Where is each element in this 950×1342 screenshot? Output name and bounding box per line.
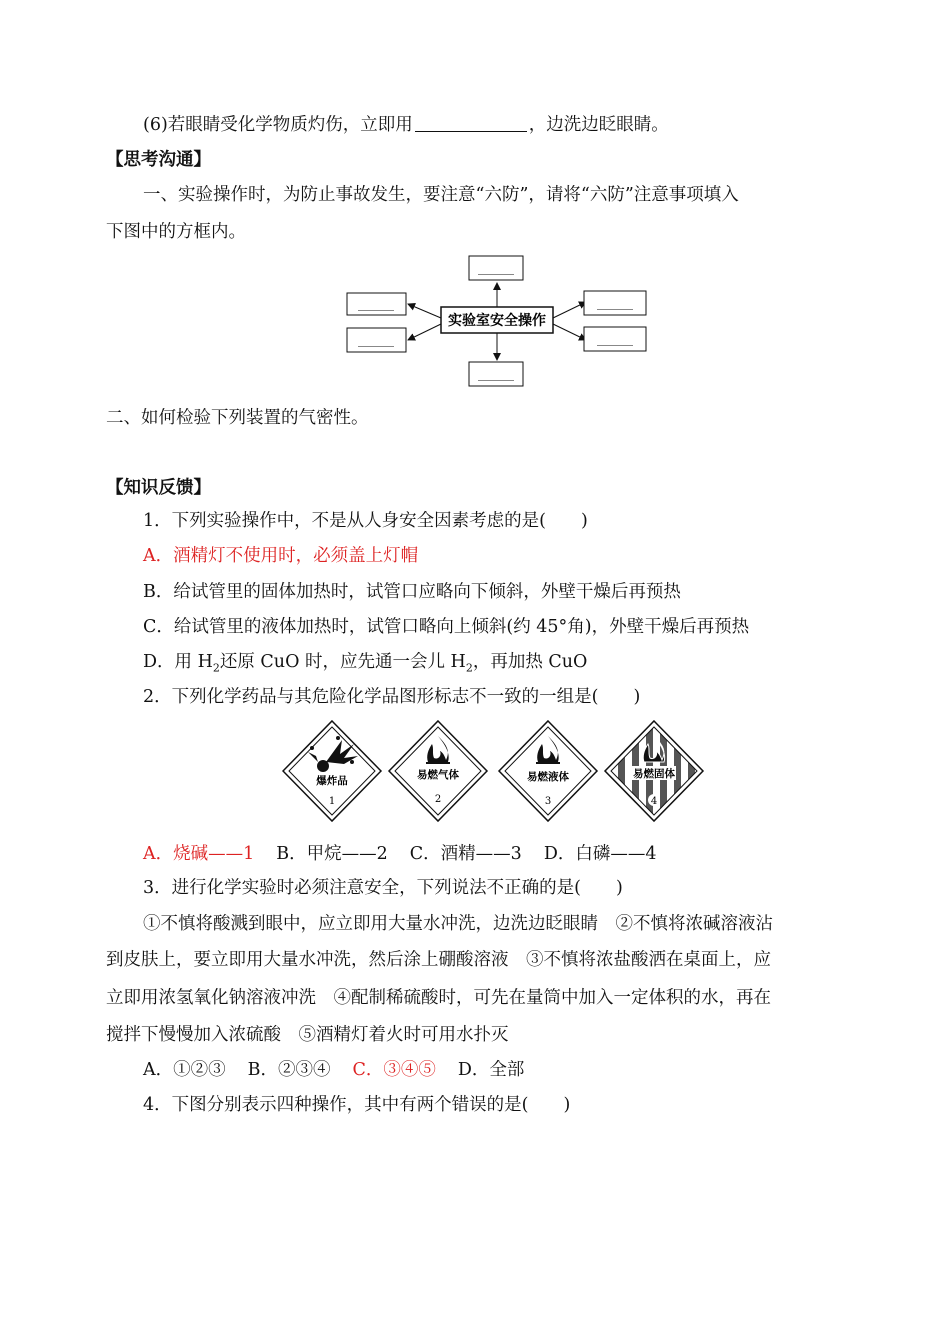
sign-flammable-liquid — [499, 721, 597, 821]
sign-4-number: 4 — [650, 796, 658, 807]
q3-body-line4: 搅拌下慢慢加入浓硫酸 ⑤酒精灯着火时可用水扑灭 — [106, 1025, 509, 1045]
q3-body-line1: ①不慎将酸溅到眼中，应立即用大量水冲洗，边洗边眨眼睛 ②不慎将浓碱溶液沾 — [143, 914, 773, 934]
q2-option-c[interactable]: C．酒精——3 — [409, 844, 522, 864]
q2-options — [143, 842, 678, 866]
sign-flammable-gas — [389, 721, 487, 821]
q2-option-a[interactable]: A．烧碱——1 — [143, 844, 255, 864]
q3-option-c[interactable]: C．③④⑤ — [352, 1060, 436, 1080]
q6-text-after: ，边洗边眨眼睛。 — [528, 115, 669, 135]
hazard-signs — [282, 718, 712, 828]
think-q1-line1: 一、实验操作时，为防止事故发生，要注意“六防”，请将“六防”注意事项填入 — [143, 185, 739, 205]
diagram-right-top-blank: ______ — [597, 296, 633, 310]
diagram-right-bottom-blank: ______ — [597, 332, 633, 346]
q3-options — [143, 1058, 546, 1082]
q3-stem: 3．进行化学实验时必须注意安全，下列说法不正确的是( ) — [143, 878, 623, 898]
q1-option-d[interactable]: D．用 $H_2$还原 CuO 时，应先通一会儿 $H_2$，再加热 CuO — [143, 652, 588, 675]
q1-option-a[interactable]: A．酒精灯不使用时，必须盖上灯帽 — [143, 546, 419, 566]
q1-option-c[interactable]: C．给试管里的液体加热时，试管口略向上倾斜(约 45°角)，外壁干燥后再预热 — [143, 617, 750, 637]
q6-line — [143, 113, 669, 137]
think-q2: 二、如何检验下列装置的气密性。 — [106, 408, 369, 428]
sign-explosive — [283, 721, 381, 821]
q6-text-before: (6)若眼睛受化学物质灼伤，立即用 — [143, 115, 413, 135]
q2-option-d[interactable]: D．白磷——4 — [543, 844, 657, 864]
diagram-bottom-blank: ______ — [478, 367, 514, 381]
safety-diagram — [340, 252, 660, 392]
think-q1-line2: 下图中的方框内。 — [106, 222, 246, 242]
q3-body-line3: 立即用浓氢氧化钠溶液冲洗 ④配制稀硫酸时，可先在量筒中加入一定体积的水，再在 — [106, 988, 771, 1008]
q3-option-a[interactable]: A．①②③ — [143, 1060, 226, 1080]
q1-stem: 1．下列实验操作中，不是从人身安全因素考虑的是( ) — [143, 511, 588, 531]
sign-2-label: 易燃气体 — [417, 769, 459, 781]
q3-option-d[interactable]: D．全部 — [457, 1060, 525, 1080]
q6-answer-blank[interactable] — [415, 114, 527, 132]
diagram-left-top-blank: ______ — [358, 297, 394, 311]
sign-3-number: 3 — [544, 796, 552, 807]
section-think-heading: 【思考沟通】 — [106, 150, 211, 170]
q1-option-b[interactable]: B．给试管里的固体加热时，试管口应略向下倾斜，外壁干燥后再预热 — [143, 582, 681, 602]
section-feedback-heading: 【知识反馈】 — [106, 478, 211, 498]
diagram-left-bottom-blank: ______ — [358, 333, 394, 347]
sign-1-number: 1 — [328, 796, 336, 807]
q2-stem: 2．下列化学药品与其危险化学品图形标志不一致的一组是( ) — [143, 687, 641, 707]
sign-4-label: 易燃固体 — [633, 768, 675, 780]
q4-stem: 4．下图分别表示四种操作，其中有两个错误的是( ) — [143, 1095, 571, 1115]
q3-body-line2: 到皮肤上，要立即用大量水冲洗，然后涂上硼酸溶液 ③不慎将浓盐酸洒在桌面上，应 — [106, 950, 771, 970]
diagram-center-label: 实验室安全操作 — [448, 313, 546, 329]
sign-flammable-solid — [605, 721, 703, 821]
q3-option-b[interactable]: B．②③④ — [247, 1060, 331, 1080]
sign-1-label: 爆炸品 — [316, 775, 348, 787]
sign-3-label: 易燃液体 — [527, 771, 569, 783]
diagram-top-blank: ______ — [478, 261, 514, 275]
sign-2-number: 2 — [434, 794, 442, 805]
q2-option-b[interactable]: B．甲烷——2 — [276, 844, 388, 864]
